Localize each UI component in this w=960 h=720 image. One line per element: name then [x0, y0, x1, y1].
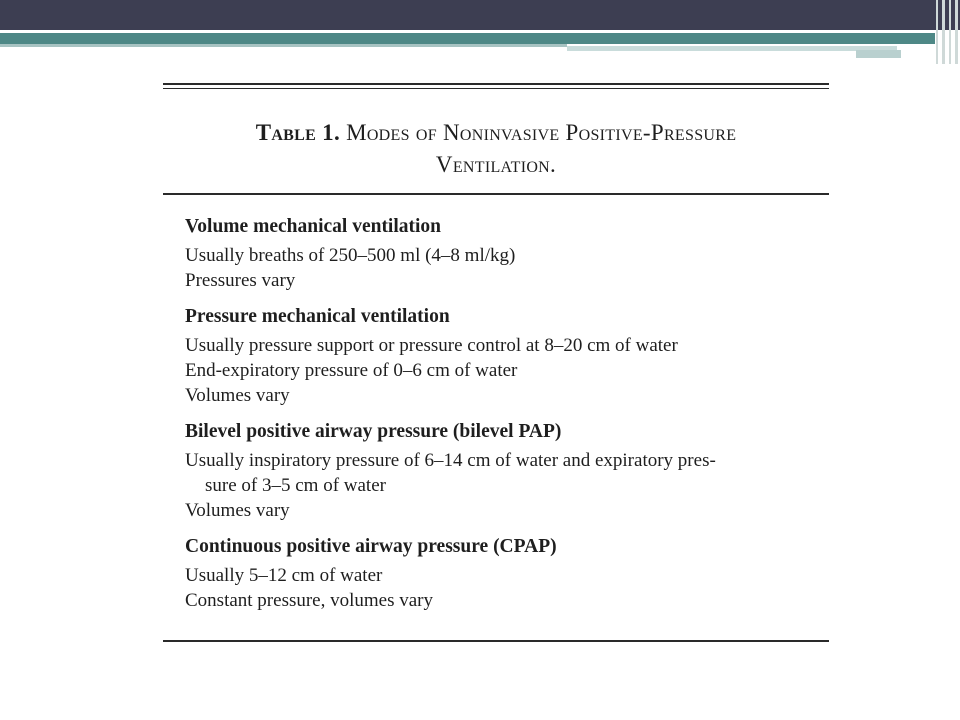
section-line: Usually pressure support or pressure control at 8–20 cm of water [185, 335, 678, 356]
header-dark-bar [0, 0, 960, 30]
section-line: Volumes vary [185, 500, 290, 521]
section-cpap [185, 535, 829, 613]
section-pressure [185, 305, 829, 408]
section-heading: Continuous positive airway pressure (CPAP) [185, 536, 557, 557]
table-label: Table 1. [255, 120, 340, 145]
table-bottom-rule [163, 640, 829, 642]
table-body [163, 195, 829, 613]
section-bilevel [185, 420, 829, 523]
section-volume [185, 215, 829, 293]
section-line: Usually inspiratory pressure of 6–14 cm of water and expiratory pres- [185, 450, 716, 471]
section-line: Pressures vary [185, 270, 296, 291]
section-line: End-expiratory pressure of 0–6 cm of water [185, 360, 518, 381]
section-heading: Bilevel positive airway pressure (bilevel PAP) [185, 421, 562, 442]
section-heading: Volume mechanical ventilation [185, 216, 442, 237]
section-heading: Pressure mechanical ventilation [185, 306, 450, 327]
corner-decoration [934, 0, 960, 64]
table-title-line1: Modes of Noninvasive Positive-Pressure [346, 120, 737, 145]
table-title-line2: Ventilation. [435, 152, 557, 177]
header-teal-tail [567, 46, 897, 51]
header-teal-bar [0, 33, 935, 44]
section-line: Usually breaths of 250–500 ml (4–8 ml/kg) [185, 245, 516, 266]
table-1 [163, 83, 829, 625]
section-line: Constant pressure, volumes vary [185, 590, 434, 611]
section-line: Volumes vary [185, 385, 290, 406]
table-title [163, 89, 829, 193]
header-teal-tail-end [856, 50, 901, 58]
header-teal-underline [0, 44, 567, 47]
section-line-continued: sure of 3–5 cm of water [205, 475, 386, 496]
section-line: Usually 5–12 cm of water [185, 565, 383, 586]
